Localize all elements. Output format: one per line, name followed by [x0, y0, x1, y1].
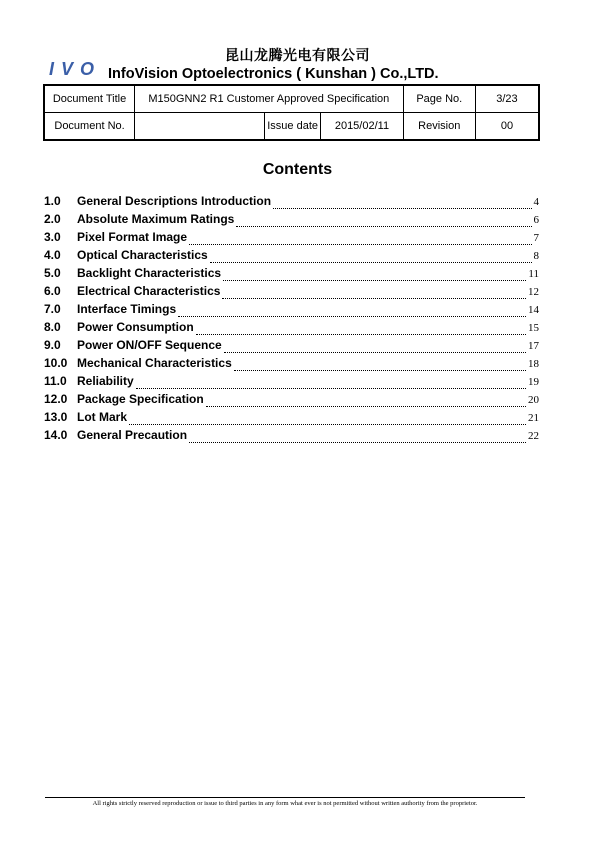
toc-entry-number: 9.0: [44, 338, 61, 352]
toc-dot-leader: [189, 442, 526, 443]
toc-entry-title: Package Specification: [77, 392, 204, 406]
toc-entry-page: 22: [528, 430, 539, 442]
toc-dot-leader: [178, 316, 526, 317]
toc-entry-number: 2.0: [44, 212, 61, 226]
doc-no-label: Document No.: [44, 113, 135, 141]
table-of-contents: [44, 194, 539, 446]
table-row: [44, 113, 539, 141]
toc-entry[interactable]: [44, 212, 539, 230]
toc-dot-leader: [206, 406, 526, 407]
toc-entry-title: General Precaution: [77, 428, 188, 442]
toc-entry[interactable]: [44, 392, 539, 410]
toc-entry-page: 12: [528, 286, 539, 298]
ivo-logo: [49, 60, 95, 77]
toc-dot-leader: [136, 388, 526, 389]
toc-entry-title: Absolute Maximum Ratings: [77, 212, 235, 226]
toc-dot-leader: [273, 208, 531, 209]
toc-entry-page: 8: [533, 250, 539, 262]
footer-divider: [45, 797, 525, 798]
toc-entry-page: 4: [533, 196, 539, 208]
toc-entry-title: Power ON/OFF Sequence: [77, 338, 222, 352]
toc-entry[interactable]: [44, 194, 539, 212]
toc-entry-page: 17: [528, 340, 539, 352]
footer-notice: All rights strictly reserved reproduction or issue to third parties in any form what ever is not permitted without written authority from the proprietor.: [92, 800, 478, 807]
toc-entry[interactable]: [44, 374, 539, 392]
toc-entry-number: 11.0: [44, 374, 67, 388]
toc-dot-leader: [236, 226, 531, 227]
toc-dot-leader: [210, 262, 532, 263]
toc-dot-leader: [196, 334, 526, 335]
company-name-chinese: 昆山龙腾光电有限公司: [225, 48, 370, 64]
toc-entry-number: 8.0: [44, 320, 61, 334]
toc-entry-page: 20: [528, 394, 539, 406]
toc-entry-page: 14: [528, 304, 539, 316]
toc-entry-number: 6.0: [44, 284, 61, 298]
toc-entry-page: 7: [533, 232, 539, 244]
toc-entry-page: 6: [533, 214, 539, 226]
page-no-label: Page No.: [403, 85, 475, 113]
issue-date-value: 2015/02/11: [321, 113, 403, 141]
toc-entry-title: Electrical Characteristics: [77, 284, 221, 298]
toc-entry-title: Pixel Format Image: [77, 230, 188, 244]
toc-entry-title: Power Consumption: [77, 320, 194, 334]
toc-dot-leader: [223, 280, 526, 281]
revision-value: 00: [475, 113, 539, 141]
company-name-english: InfoVision Optoelectronics ( Kunshan ) Co.,LTD.: [108, 66, 439, 82]
table-row: [44, 85, 539, 113]
toc-entry[interactable]: [44, 356, 539, 374]
toc-entry[interactable]: [44, 230, 539, 248]
document-info-table: [43, 84, 540, 141]
toc-entry-title: Optical Characteristics: [77, 248, 208, 262]
toc-entry-number: 1.0: [44, 194, 61, 208]
toc-entry-number: 7.0: [44, 302, 61, 316]
toc-entry[interactable]: [44, 302, 539, 320]
toc-entry[interactable]: [44, 248, 539, 266]
doc-no-value: [135, 113, 265, 141]
page-no-value: 3/23: [475, 85, 539, 113]
toc-entry-number: 10.0: [44, 356, 68, 370]
toc-entry-number: 14.0: [44, 428, 68, 442]
toc-entry-title: Lot Mark: [77, 410, 128, 424]
toc-entry[interactable]: [44, 338, 539, 356]
doc-title-label: Document Title: [44, 85, 135, 113]
toc-entry-page: 21: [528, 412, 539, 424]
toc-entry-number: 4.0: [44, 248, 61, 262]
toc-entry-page: 15: [528, 322, 539, 334]
toc-entry-title: General Descriptions Introduction: [77, 194, 272, 208]
toc-dot-leader: [222, 298, 526, 299]
toc-entry-title: Backlight Characteristics: [77, 266, 222, 280]
toc-entry[interactable]: [44, 320, 539, 338]
toc-entry-title: Mechanical Characteristics: [77, 356, 232, 370]
toc-dot-leader: [189, 244, 531, 245]
toc-entry-page: 19: [528, 376, 539, 388]
toc-entry-page: 11: [528, 268, 539, 280]
toc-entry-title: Reliability: [77, 374, 134, 388]
toc-dot-leader: [234, 370, 526, 371]
toc-entry-number: 12.0: [44, 392, 68, 406]
doc-title-value: M150GNN2 R1 Customer Approved Specification: [135, 85, 404, 113]
toc-entry-number: 13.0: [44, 410, 68, 424]
toc-entry[interactable]: [44, 428, 539, 446]
toc-entry[interactable]: [44, 266, 539, 284]
toc-entry-number: 5.0: [44, 266, 61, 280]
logo-text: IVO: [49, 60, 94, 77]
toc-entry-number: 3.0: [44, 230, 61, 244]
contents-title: Contents: [262, 161, 333, 178]
toc-dot-leader: [129, 424, 526, 425]
toc-entry[interactable]: [44, 410, 539, 428]
toc-entry[interactable]: [44, 284, 539, 302]
issue-date-label: Issue date: [264, 113, 320, 141]
toc-entry-page: 18: [528, 358, 539, 370]
toc-entry-title: Interface Timings: [77, 302, 177, 316]
revision-label: Revision: [403, 113, 475, 141]
toc-dot-leader: [224, 352, 526, 353]
